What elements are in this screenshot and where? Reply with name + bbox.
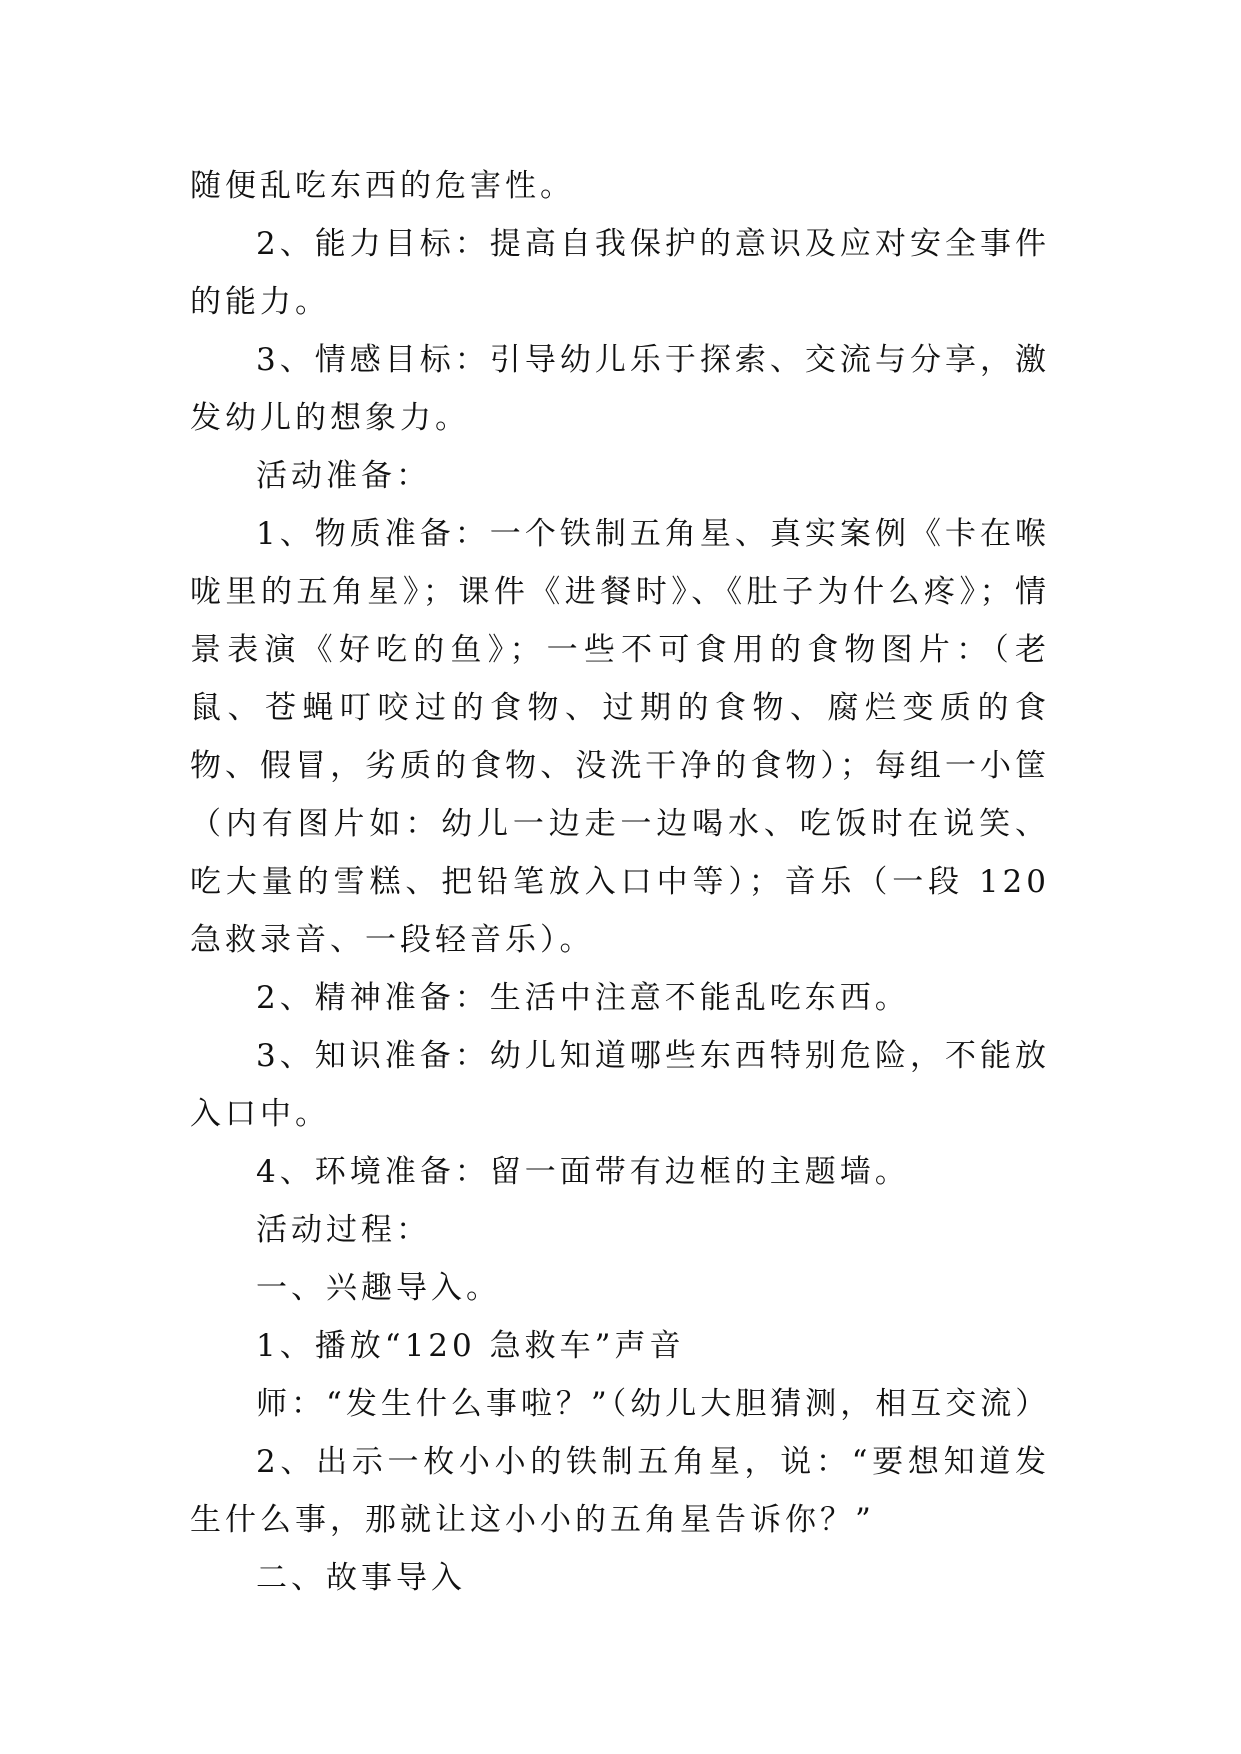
paragraph-material-preparation: 1、物质准备：一个铁制五角星、真实案例《卡在喉咙里的五角星》；课件《进餐时》、《肚子为什么疼》；情景表演《好吃的鱼》；一些不可食用的食物图片：（老鼠、苍蝇叮咬过的食物、过期的食物、腐烂变质的食物、假冒，劣质的食物、没洗干净的食物）；每组一小筐（内有图片如：幼儿一边走一边喝水、吃饭时在说笑、吃大量的雪糕、把铅笔放入口中等）；音乐（一段 120 急救录音、一段轻音乐）。 (190, 516, 1050, 958)
paragraph-play-sound: 1、播放“120 急救车”声音 (256, 1328, 685, 1364)
paragraph-knowledge-preparation: 3、知识准备：幼儿知道哪些东西特别危险，不能放入口中。 (190, 1038, 1050, 1132)
paragraph-environment-preparation: 4、环境准备：留一面带有边框的主题墙。 (256, 1154, 910, 1190)
section-heading-process: 活动过程： (256, 1212, 431, 1248)
paragraph-show-star: 2、出示一枚小小的铁制五角星，说：“要想知道发生什么事，那就让这小小的五角星告诉你？” (190, 1444, 1050, 1538)
paragraph-mental-preparation: 2、精神准备：生活中注意不能乱吃东西。 (256, 980, 910, 1016)
paragraph-continuation: 随便乱吃东西的危害性。 (190, 168, 575, 204)
subheading-story-intro: 二、故事导入 (256, 1560, 466, 1596)
section-heading-preparation: 活动准备： (256, 458, 431, 494)
paragraph-ability-goal: 2、能力目标：提高自我保护的意识及应对安全事件的能力。 (190, 226, 1050, 320)
paragraph-emotion-goal: 3、情感目标：引导幼儿乐于探索、交流与分享，激发幼儿的想象力。 (190, 342, 1050, 436)
paragraph-teacher-question: 师：“发生什么事啦？”（幼儿大胆猜测，相互交流） (256, 1386, 1051, 1422)
subheading-interest-intro: 一、兴趣导入。 (256, 1270, 501, 1306)
document-body (190, 157, 1050, 1607)
